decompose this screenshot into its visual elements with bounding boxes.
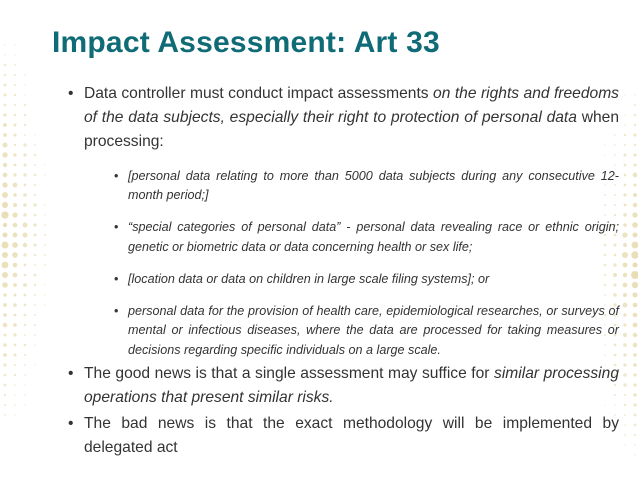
- bullet-text-italic: similar processing operations that present similar risks.: [84, 365, 619, 407]
- decorative-dot: [2, 202, 8, 208]
- decorative-dot: [14, 54, 15, 55]
- decorative-dot: [2, 152, 7, 157]
- decorative-dot: [34, 174, 37, 177]
- decorative-dot: [14, 314, 17, 317]
- decorative-dot: [23, 253, 26, 256]
- decorative-dot: [44, 174, 45, 175]
- decorative-dot: [24, 334, 26, 336]
- decorative-dot: [24, 104, 26, 106]
- decorative-dot: [23, 223, 28, 228]
- decorative-dot: [633, 183, 636, 186]
- decorative-dot: [634, 94, 635, 95]
- decorative-dot: [24, 164, 27, 167]
- decorative-dot: [24, 294, 27, 297]
- decorative-dot: [623, 343, 627, 347]
- decorative-dot: [33, 203, 36, 206]
- decorative-dot: [634, 144, 636, 146]
- decorative-dot: [23, 243, 27, 247]
- decorative-dot: [34, 234, 37, 237]
- decorative-dot: [44, 294, 45, 295]
- bullet-text: when processing:: [84, 109, 619, 150]
- decorative-dot: [2, 282, 8, 288]
- decorative-dot: [23, 173, 26, 176]
- decorative-dot: [14, 64, 16, 66]
- decorative-dot: [13, 233, 18, 238]
- decorative-dot: [13, 323, 17, 327]
- decorative-dot: [3, 163, 7, 167]
- decorative-dot: [12, 252, 18, 258]
- decorative-dot: [13, 273, 18, 278]
- decorative-dot: [33, 243, 36, 246]
- decorative-dot: [3, 303, 7, 307]
- decorative-dot: [44, 224, 46, 226]
- decorative-dot: [23, 213, 26, 216]
- decorative-dot: [634, 434, 636, 436]
- decorative-dot: [624, 424, 625, 425]
- sub-bullet-item: • personal data for the provision of health care, epidemiological researches, or surveys of mental or infectious diseases, where the data are processed for taking measures or decisions regarding specific individuals on a large scale.: [114, 302, 619, 361]
- decorative-dot: [13, 183, 18, 188]
- decorative-dot: [24, 344, 27, 347]
- decorative-dot: [14, 364, 16, 366]
- decorative-dot: [14, 294, 17, 297]
- decorative-dot: [633, 153, 636, 156]
- decorative-dot: [623, 213, 626, 216]
- decorative-dot: [634, 124, 636, 126]
- decorative-dot: [3, 313, 7, 317]
- decorative-dot: [13, 123, 16, 126]
- decorative-dot: [44, 204, 45, 205]
- decorative-dot: [34, 304, 36, 306]
- decorative-dot: [624, 414, 626, 416]
- decorative-dot: [633, 293, 638, 298]
- decorative-dot: [4, 104, 7, 107]
- decorative-dot: [13, 303, 17, 307]
- decorative-dot: [4, 74, 6, 76]
- decorative-dot: [4, 394, 6, 396]
- decorative-dot: [34, 214, 37, 217]
- decorative-dot: [34, 294, 36, 296]
- decorative-dot: [14, 374, 16, 376]
- decorative-dot: [13, 173, 16, 176]
- decorative-dot: [34, 254, 36, 256]
- decorative-dot: [624, 144, 626, 146]
- bullet-text: The bad news is that the exact methodology will be implemented by delegated act: [84, 415, 619, 457]
- decorative-dot: [623, 223, 627, 227]
- decorative-dot: [624, 154, 627, 157]
- decorative-dot: [633, 353, 636, 356]
- decorative-dot: [633, 163, 636, 166]
- decorative-dot: [631, 271, 638, 279]
- decorative-dot: [4, 84, 7, 87]
- decorative-dot: [623, 353, 626, 356]
- decorative-dot: [1, 241, 8, 248]
- decorative-dot: [13, 133, 16, 136]
- decorative-dot: [624, 204, 627, 207]
- decorative-dot: [13, 193, 16, 196]
- decorative-dot: [633, 373, 636, 376]
- decorative-dot: [34, 264, 36, 266]
- decorative-dot: [624, 124, 626, 126]
- decorative-dot: [44, 234, 46, 236]
- decorative-dot: [23, 283, 27, 287]
- decorative-dot: [3, 353, 7, 357]
- decorative-dot: [34, 364, 35, 365]
- decorative-dot: [24, 354, 26, 356]
- bullet-item: [66, 82, 619, 154]
- decorative-dot: [633, 303, 638, 308]
- decorative-dot: [633, 383, 636, 386]
- decorative-dot: [623, 283, 628, 288]
- decorative-dot: [14, 164, 17, 167]
- decorative-dot: [24, 134, 26, 136]
- decorative-dot: [24, 274, 27, 277]
- decorative-dot: [4, 54, 5, 55]
- decorative-dot: [3, 233, 8, 238]
- decorative-dot: [2, 272, 8, 278]
- decorative-dot: [24, 324, 26, 326]
- decorative-dot: [624, 394, 626, 396]
- decorative-dot: [633, 363, 637, 367]
- decorative-dot: [34, 334, 36, 336]
- decorative-dot: [623, 293, 627, 297]
- decorative-dot: [623, 303, 628, 308]
- decorative-dot: [3, 223, 7, 227]
- bullet-text: The good news is that a single assessment may suffice for: [84, 365, 495, 383]
- decorative-dot: [624, 134, 626, 136]
- decorative-dot: [4, 374, 7, 377]
- decorative-dot: [4, 384, 7, 387]
- bullet-item: [66, 362, 619, 410]
- decorative-dot: [624, 184, 627, 187]
- decorative-dot: [633, 343, 638, 348]
- decorative-dot: [13, 283, 17, 287]
- decorative-dot: [622, 252, 628, 258]
- decorative-dot: [44, 244, 46, 246]
- decorative-dot: [2, 142, 7, 147]
- sub-bullet-item: • “special categories of personal data” - personal data revealing race or ethnic origin; genetic or biometric data or data concerning health or sex life;: [114, 218, 619, 257]
- decorative-dot: [23, 143, 26, 146]
- decorative-dot: [24, 74, 26, 76]
- decorative-dot: [33, 223, 36, 226]
- decorative-dot: [14, 144, 16, 146]
- decorative-dot: [12, 212, 17, 217]
- decorative-dot: [624, 94, 625, 95]
- decorative-dot: [13, 333, 16, 336]
- decorative-dot: [624, 164, 627, 167]
- decorative-dot: [623, 193, 626, 196]
- decorative-dot: [623, 263, 628, 268]
- decorative-dot: [632, 222, 638, 228]
- decorative-dot: [3, 323, 8, 328]
- decorative-dot: [624, 434, 626, 436]
- decorative-dot: [13, 223, 18, 228]
- decorative-dot: [4, 64, 6, 66]
- decorative-dot: [14, 384, 15, 385]
- decorative-dot: [24, 304, 27, 307]
- bullet-item: [66, 412, 619, 460]
- decorative-dot: [34, 134, 35, 135]
- decorative-dot: [13, 153, 16, 156]
- decorative-dot: [13, 203, 17, 207]
- sub-bullet-list: [66, 167, 619, 361]
- decorative-dot: [1, 211, 8, 218]
- decorative-dot: [34, 274, 37, 277]
- decorative-dot: [632, 232, 637, 237]
- decorative-dot: [634, 414, 637, 417]
- sub-bullet-item: • [personal data relating to more than 5000 data subjects during any consecutive 12-month period;]: [114, 167, 619, 206]
- decorative-dot: [3, 173, 8, 178]
- decorative-dot: [24, 94, 25, 95]
- decorative-dot: [24, 404, 25, 405]
- decorative-dot: [3, 293, 6, 296]
- decorative-dot: [24, 394, 26, 396]
- decorative-dot: [623, 373, 626, 376]
- decorative-dot: [34, 344, 35, 345]
- decorative-dot: [24, 184, 27, 187]
- decorative-dot: [14, 94, 16, 96]
- decorative-dot: [34, 314, 36, 316]
- decorative-dot: [633, 333, 637, 337]
- decorative-dot: [34, 324, 36, 326]
- decorative-dot: [634, 454, 635, 455]
- decorative-dot: [23, 203, 26, 206]
- decorative-dot: [23, 153, 26, 156]
- decorative-dot: [623, 323, 626, 326]
- decorative-dot: [44, 304, 45, 305]
- decorative-dot: [24, 384, 25, 385]
- decorative-dot: [44, 214, 45, 215]
- decorative-dot: [634, 424, 637, 427]
- decorative-dot: [44, 264, 46, 266]
- decorative-dot: [622, 232, 627, 237]
- decorative-dot: [4, 414, 6, 416]
- decorative-dot: [3, 343, 7, 347]
- decorative-dot: [633, 173, 638, 178]
- decorative-dot: [34, 144, 36, 146]
- decorative-dot: [3, 123, 7, 127]
- decorative-dot: [24, 84, 25, 85]
- decorative-dot: [624, 404, 626, 406]
- decorative-dot: [14, 404, 16, 406]
- decorative-dot: [3, 363, 6, 366]
- decorative-dot: [44, 254, 46, 256]
- decorative-dot: [633, 193, 637, 197]
- decorative-dot: [631, 251, 638, 258]
- decorative-dot: [2, 252, 8, 258]
- decorative-dot: [14, 414, 15, 415]
- decorative-dot: [632, 242, 638, 249]
- bullet-text-italic: on the rights and freedoms of the data subjects, especially their right to protection of personal data: [84, 85, 619, 126]
- decorative-dot: [4, 334, 7, 337]
- decorative-dot: [34, 194, 36, 196]
- decorative-dot: [2, 192, 8, 198]
- sub-bullet-item: • [location data or data on children in large scale filing systems]; or: [114, 270, 619, 290]
- decorative-dot: [34, 164, 36, 166]
- decorative-dot: [633, 403, 636, 406]
- decorative-dot: [623, 363, 626, 366]
- decorative-dot: [22, 232, 27, 237]
- decorative-dot: [633, 133, 636, 136]
- decorative-dot: [623, 273, 627, 277]
- decorative-dot: [632, 282, 638, 288]
- decorative-dot: [23, 193, 27, 197]
- decorative-dot: [623, 313, 626, 316]
- decorative-dot: [44, 164, 45, 165]
- decorative-dot: [623, 243, 627, 247]
- decorative-dot: [14, 394, 15, 395]
- decorative-dot: [2, 182, 7, 187]
- decorative-dot: [4, 44, 5, 45]
- decorative-dot: [34, 154, 36, 156]
- decorative-dot: [633, 393, 637, 397]
- decorative-dot: [634, 104, 636, 106]
- slide-body: [66, 82, 619, 462]
- decorative-dot: [13, 353, 16, 356]
- decorative-dot: [12, 242, 18, 248]
- slide-title: Impact Assessment: Art 33: [52, 26, 440, 59]
- decorative-dot: [24, 264, 27, 267]
- decorative-dot: [14, 74, 16, 76]
- decorative-dot: [24, 314, 27, 317]
- decorative-dot: [24, 374, 26, 376]
- decorative-dot: [14, 344, 17, 347]
- decorative-dot: [634, 114, 637, 117]
- decorative-dot: [44, 284, 45, 285]
- decorative-dot: [623, 333, 627, 337]
- decorative-dot: [624, 444, 625, 445]
- decorative-dot: [14, 84, 16, 86]
- decorative-dot: [633, 203, 637, 207]
- bullet-text: Data controller must conduct impact assessments: [84, 85, 434, 102]
- decorative-dot: [14, 104, 16, 106]
- decorative-dot: [2, 262, 9, 269]
- decorative-dot: [14, 114, 17, 117]
- decorative-dot: [633, 313, 638, 318]
- decorative-dot: [34, 184, 36, 186]
- decorative-dot: [24, 364, 26, 366]
- decorative-dot: [632, 262, 637, 267]
- decorative-dot: [3, 113, 6, 116]
- decorative-dot: [632, 212, 637, 217]
- decorative-dot: [34, 284, 36, 286]
- decorative-dot: [3, 133, 7, 137]
- decorative-dot: [4, 94, 7, 97]
- decorative-dot: [633, 323, 638, 328]
- decorative-dot: [634, 444, 636, 446]
- decorative-dot: [24, 124, 26, 126]
- decorative-dot: [4, 404, 6, 406]
- decorative-dot: [623, 383, 626, 386]
- decorative-dot: [14, 44, 15, 45]
- decorative-dot: [624, 174, 627, 177]
- decorative-dot: [24, 114, 26, 116]
- decorative-dot: [624, 114, 625, 115]
- decorative-dot: [13, 263, 18, 268]
